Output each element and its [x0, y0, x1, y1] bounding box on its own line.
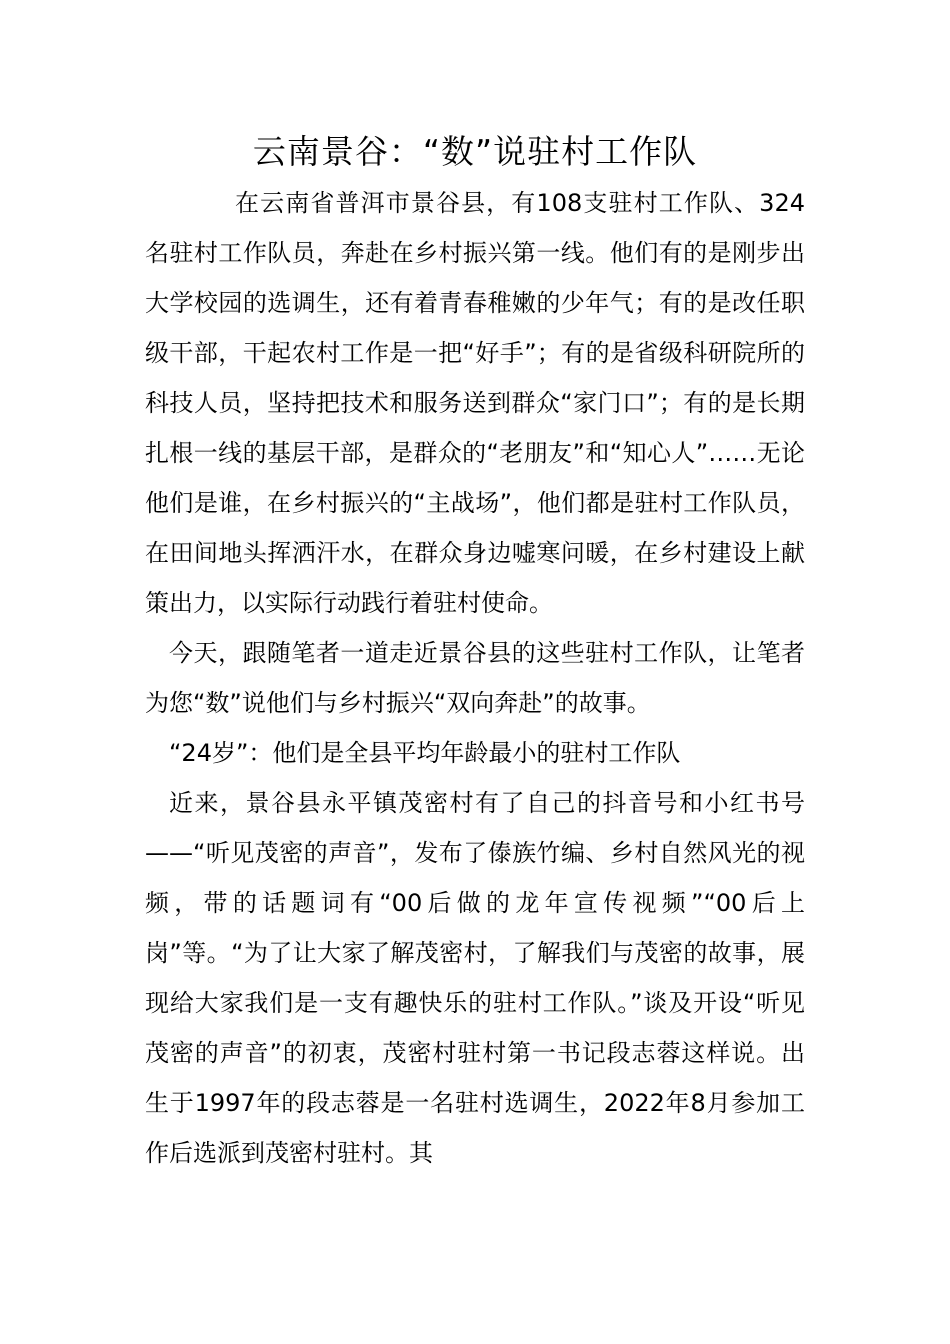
- paragraph-follow: 今天，跟随笔者一道走近景谷县的这些驻村工作队，让笔者为您“数”说他们与乡村振兴“双向奔赴”的故事。: [145, 639, 805, 717]
- article-title: 云南景谷：“数”说驻村工作队: [252, 132, 698, 171]
- paragraph-intro: 在云南省普洱市景谷县，有108支驻村工作队、324名驻村工作队员，奔赴在乡村振兴第一线。他们有的是刚步出大学校园的选调生，还有着青春稚嫩的少年气；有的是改任职级干部，干起农村工作是一把“好手”；有的是省级科研院所的科技人员，坚持把技术和服务送到群众“家门口”；有的是长期扎根一线的基层干部，是群众的“老朋友”和“知心人”……无论他们是谁，在乡村振兴的“主战场”，他们都是驻村工作队员，在田间地头挥洒汗水，在群众身边嘘寒问暖，在乡村建设上献策出力，以实际行动践行着驻村使命。: [145, 189, 805, 617]
- paragraph-maomi-village: 近来，景谷县永平镇茂密村有了自己的抖音号和小红书号——“听见茂密的声音”，发布了傣族竹编、乡村自然风光的视频，带的话题词有“00后做的龙年宣传视频”“00后上岗”等。“为了让大家了解茂密村，了解我们与茂密的故事，展现给大家我们是一支有趣快乐的驻村工作队。”谈及开设“听见茂密的声音”的初衷，茂密村驻村第一书记段志蓉这样说。出生于1997年的段志蓉是一名驻村选调生，2022年8月参加工作后选派到茂密村驻村。其: [145, 789, 805, 1167]
- article-body: [145, 178, 805, 1178]
- section-heading-24: “24岁”：他们是全县平均年龄最小的驻村工作队: [169, 739, 681, 767]
